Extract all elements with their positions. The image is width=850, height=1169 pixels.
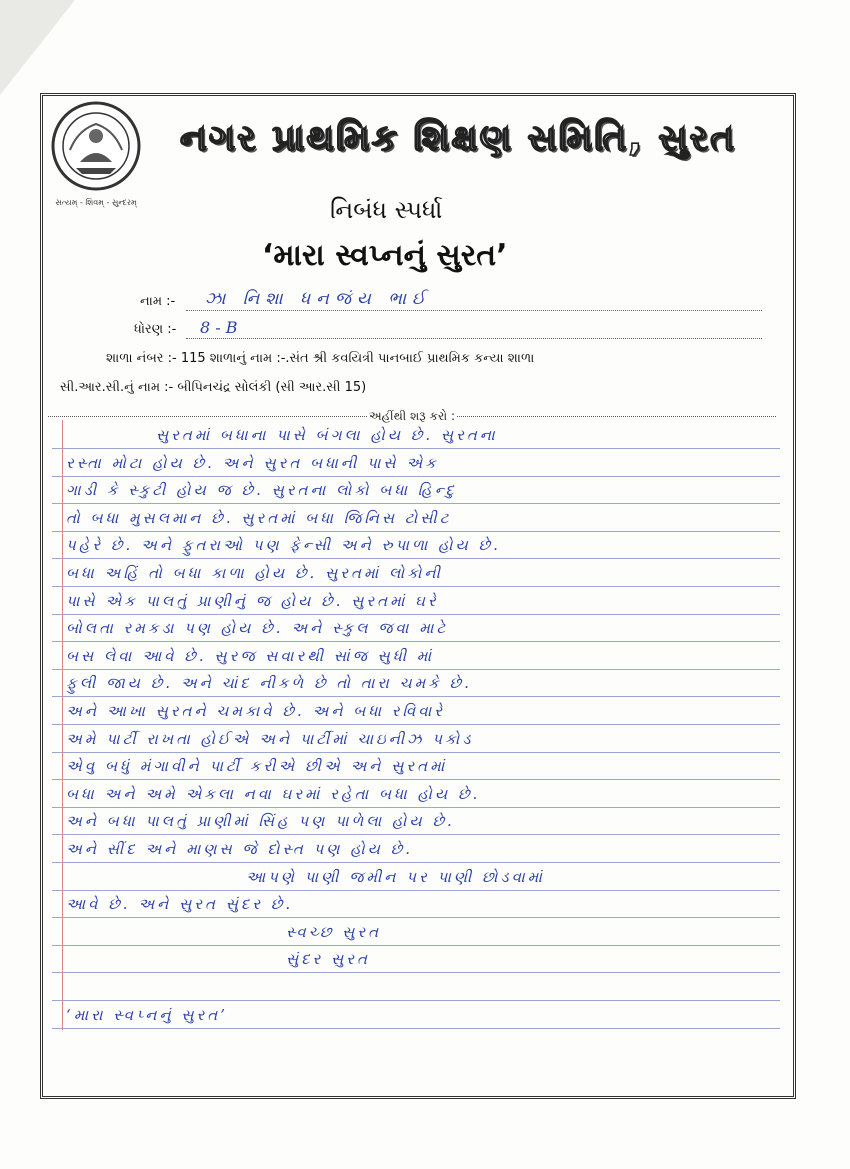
crc-line: સી.આર.સી.નું નામ :- બીપિનચંદ્ર સોલંકી (સી આર.સી 15) — [60, 380, 367, 395]
name-value: ઝા નિશા ધનજંય ભાઈ — [205, 289, 432, 309]
essay-line: અને આખા સુરતને ચમકાવે છે. અને બધા રવિવારે — [66, 702, 446, 720]
ruled-line — [52, 779, 780, 780]
essay-line: એવુ બધું મંગાવીને પાર્ટી કરીએ છીએ અને સુરતમાં — [66, 757, 448, 776]
school-line: શાળા નંબર :- 115 શાળાનું નામ :-.સંત શ્રી કવયિત્રી પાનબાઈ પ્રાથમિક કન્યા શાળા — [106, 351, 535, 366]
essay-line: ફુલી જાય છે. અને ચાંદ નીકળે છે તો તારા ચમકે છે. — [66, 674, 472, 693]
essay-title: ‘મારા સ્વપ્નનું સુરત’ — [262, 238, 508, 273]
logo-caption: સત્યમ્ - શિવમ્ - સુન્દરમ્ — [55, 198, 137, 207]
essay-line: રસ્તા મોટા હોય છે. અને સુરત બધાની પાસે એક — [66, 453, 439, 472]
essay-line: બોલતા રમકડા પણ હોય છે. અને સ્કુલ જવા માટે — [66, 619, 449, 638]
municipal-logo — [50, 100, 142, 192]
ruled-line — [52, 807, 780, 808]
margin-line — [62, 420, 63, 1030]
ruled-line — [52, 862, 780, 863]
essay-line: પહેરે છે. અને ફુતરાઓ પણ ફેન્સી અને રુપાળા હોય છે. — [66, 536, 501, 555]
ruled-line — [52, 669, 780, 670]
essay-line: તો બધા મુસલમાન છે. સુરતમાં બધા જિનિસ ટોસીટ — [66, 508, 452, 527]
ruled-line — [52, 1000, 780, 1001]
standard-value: 8 - B — [200, 318, 238, 337]
essay-line: પાસે એક પાલતું પ્રાણીનું જ હોય છે. સુરતમાં ઘરે — [66, 591, 439, 610]
name-dotted-line — [186, 310, 762, 311]
essay-line: આવે છે. અને સુરત સુંદર છે. — [66, 895, 294, 914]
contest-heading: નિબંધ સ્પર્ધા — [330, 196, 443, 224]
ruled-line — [52, 614, 780, 615]
essay-line: સુંદર સુરત — [286, 950, 370, 969]
ruled-line — [52, 586, 780, 587]
standard-dotted-line — [186, 338, 762, 339]
essay-line: બસ લેવા આવે છે. સુરજ સવારથી સાંજ સુધી માં — [66, 646, 435, 665]
name-label: નામ :- — [140, 294, 176, 309]
essay-line: ‘મારા સ્વપ્નનું સુરત’ — [66, 1005, 228, 1024]
ruled-line — [52, 724, 780, 725]
essay-line: સુરતમાં બધાના પાસે બંગલા હોય છે. સુરતના — [156, 426, 498, 444]
ruled-line — [52, 696, 780, 697]
essay-line: બધા અહિં તો બધા કાળા હોય છે. સુરતમાં લોકોની — [66, 564, 443, 582]
ruled-line — [52, 531, 780, 532]
ruled-line — [52, 558, 780, 559]
ruled-line — [52, 834, 780, 835]
essay-line: અને સીંદ અને માણસ જે દોસ્ત પણ હોય છે. — [66, 840, 414, 858]
ruled-line — [52, 890, 780, 891]
essay-line: ગાડી કે સ્કુટી હોય જ છે. સુરતના લોકો બધા હિન્દુ — [66, 481, 457, 500]
essay-line: આપણે પાણી જમીન પર પાણી છોડવામાં — [246, 867, 545, 886]
ruled-line — [52, 752, 780, 753]
start-here-label: અહીંથી શરૂ કરો : — [368, 409, 456, 423]
ruled-line — [52, 917, 780, 918]
essay-line: અમે પાર્ટી રાખતા હોઈએ અને પાર્ટીમાં ચાઇનીઝ પકોડ — [66, 729, 474, 748]
ruled-line — [52, 945, 780, 946]
folded-corner — [0, 0, 75, 95]
ruled-line — [52, 476, 780, 477]
ruled-line — [52, 448, 780, 449]
ruled-line — [52, 503, 780, 504]
ruled-line — [52, 1028, 780, 1029]
essay-line: અને બધા પાલતું પ્રાણીમાં સિંહ પણ પાળેલા હોય છે. — [66, 812, 455, 831]
organization-title: નગર પ્રાથમિક શિક્ષણ સમિતિ, સુરત — [180, 118, 737, 159]
ruled-line — [52, 641, 780, 642]
essay-line: બધા અને અમે એકલા નવા ઘરમાં રહેતા બધા હોય છે. — [66, 784, 481, 803]
essay-line: સ્વચ્છ સુરત — [286, 922, 382, 941]
ruled-line — [52, 972, 780, 973]
standard-label: ધોરણ :- — [134, 322, 177, 337]
